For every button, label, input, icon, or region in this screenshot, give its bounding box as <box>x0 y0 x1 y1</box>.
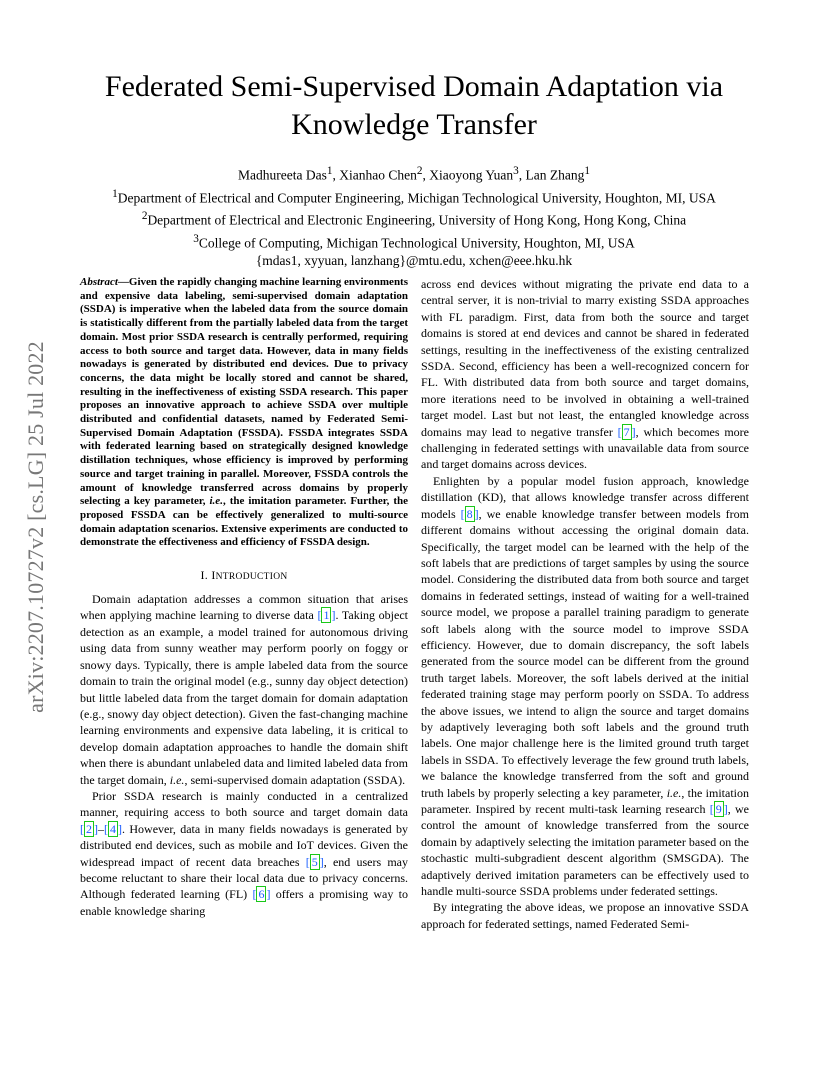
italic-text: i.e. <box>169 772 185 787</box>
affiliation-text: Department of Electrical and Computer Engineering, Michigan Technological University, Houghton, MI, USA <box>117 190 716 205</box>
citation-link[interactable]: [ 7 ] <box>617 424 636 439</box>
affiliation <box>60 230 768 253</box>
affiliation-sup: 3 <box>193 232 199 245</box>
body-paragraph: Domain adaptation addresses a common situation that arises when applying machine learning to diverse data [ 1 ]. Taking object detection as an example, a model trained for autonomous driving using data from sunny weather may perform poorly on foggy or snowy days. Typically, there is ample labeled data from the source domain to train the original model (e.g., sunny day object detection) but little labeled data from the target domain for domain adaptation (e.g., snowy day object detection). Given the fast-changing machine learning environments and expensive data labeling, it is critical to develop domain adaptation approaches to handle the domain shift when there is abundant unlabeled data and limited labeled data from the target domain, i.e., semi-supervised domain adaptation (SSDA). <box>80 592 409 787</box>
author-sup: 1 <box>326 165 333 177</box>
affiliation-sup: 2 <box>141 210 148 222</box>
left-column <box>80 276 408 919</box>
section-number: I. <box>200 568 212 583</box>
section-title: NTRODUCTION <box>215 572 288 583</box>
left-body <box>80 591 408 919</box>
affiliation <box>60 185 768 208</box>
citation-link[interactable]: [ 5 ] <box>305 854 324 869</box>
citation-link[interactable]: [ 2 ] <box>80 821 98 836</box>
paper-title <box>60 68 768 144</box>
author-names: Madhureeta Das$^1$, Xianhao Chen$^2$, Xiaoyong Yuan$^3$, Lan Zhang$^1$ <box>238 165 590 183</box>
author-name: Xiaoyong Yuan <box>429 167 514 183</box>
author-sup: 3 <box>513 165 519 177</box>
author-emails: {mdas1, xyyuan, lanzhang}@mtu.edu, xchen@eee.hku.hk <box>255 253 573 268</box>
body-paragraph: Enlighten by a popular model fusion approach, knowledge distillation (KD), that allows knowledge transfer across different models [ 8 ], we enable knowledge transfer between models from different domains without accessing the original domain data. Specifically, the target model can be learned with the help of the soft labels that are predictions of target samples by using the source model. Considering the distributed data from both source and target domains in federated settings, instead of waiting for a well-trained source model, we propose a parallel training paradigm to generate soft labels along with the source model to improve SSDA efficiency. However, due to domain discrepancy, the soft labels generated from the source model can be different from the ground truth target labels. Moreover, the soft labels derived at the initial federated training stage may perform poorly on SSDA. To address the above issues, we intend to align the source and target domains by adaptively leveraging both soft labels and the ground truth labels. One major challenge here is the limited ground truth target labels in SSDA. To effectively leverage the few ground truth labels, we balance the knowledge transferred from the soft and ground truth labels by properly selecting a key parameter, i.e., the imitation parameter. Inspired by recent multi-task learning research [ 9 ], we control the amount of knowledge transferred from the source domain by adaptively selecting the imitation parameter based on the stochastic multi-subgradient descent algorithm (SMSGDA). The adaptively derived imitation parameters can be effectively used to handle multi-source SSDA problems under federated settings. <box>421 473 749 899</box>
citation-link[interactable]: [ 1 ] <box>317 608 336 623</box>
section-title: I <box>211 568 216 583</box>
abstract-text: i.e. <box>209 495 223 508</box>
citation-link[interactable]: [ 4 ] <box>104 821 122 836</box>
author-block <box>60 162 768 270</box>
citation-link[interactable]: [ 9 ] <box>709 802 728 816</box>
abstract-text: Given the rapidly changing machine learning environments and expensive data labeling, semi-supervised domain adaptation (SSDA) is imperative when the labeled data from the source domain is statistically different from the partially labeled data from the target domain. Most prior SSDA research is centrally performed, requiring access to both source and target data. However, data in many fields nowadays is generated by distributed end devices. Due to privacy concerns, the data might be locally stored and cannot be shared, resulting in the ineffectiveness of existing SSDA research. This paper proposes an innovative approach to achieve SSDA over multiple distributed and confidential datasets, named by Federated Semi-Supervised Domain Adaptation (FSSDA). FSSDA integrates SSDA with federated learning based on strategically designed knowledge distillation techniques, whose efficiency is improved by performing source and target training in parallel. Moreover, FSSDA controls the amount of knowledge transferred across domains by properly selecting a key parameter, <box>80 276 408 508</box>
affiliation-text: College of Computing, Michigan Technological University, Houghton, MI, USA <box>198 235 635 250</box>
author-name: Xianhao Chen <box>339 167 417 183</box>
title-line: Federated Semi-Supervised Domain Adaptation via <box>104 70 724 103</box>
author-name: Madhureeta Das <box>238 167 327 183</box>
title-line: Knowledge Transfer <box>291 108 537 141</box>
body-paragraph: By integrating the above ideas, we propose an innovative SSDA approach for federated settings, named Federated Semi- <box>421 900 749 931</box>
citation-link[interactable]: [ 8 ] <box>460 506 479 521</box>
author-sup: 2 <box>416 165 423 177</box>
affiliation-text: Department of Electrical and Electronic Engineering, University of Hong Kong, Hong Kong, China <box>147 212 687 228</box>
abstract <box>80 276 408 550</box>
right-column <box>421 276 749 932</box>
abstract-label: Abstract <box>80 276 118 288</box>
abstract-dash: — <box>117 276 129 288</box>
abstract-text: , the imitation parameter. Further, the proposed FSSDA can be effectively generalized to multi-source domain adaptation scenarios. Extensive experiments are conducted to demonstrate the effectiveness and efficiency of FSSDA design. <box>80 495 408 549</box>
affiliation <box>60 207 768 230</box>
citation-link[interactable]: [ 6 ] <box>252 887 271 902</box>
right-body <box>421 276 749 932</box>
section-heading <box>80 568 408 583</box>
author-name: Lan Zhang <box>525 167 585 183</box>
italic-text: i.e. <box>666 785 682 800</box>
affiliation-sup: 1 <box>112 187 118 200</box>
author-sup: 1 <box>584 165 590 177</box>
arxiv-identifier: arXiv:2207.10727v2 [cs.LG] 25 Jul 2022 <box>23 341 48 713</box>
body-paragraph: Prior SSDA research is mainly conducted in a centralized manner, requiring access to both source and target domain data [ 2 ]–[ 4 ]. However, data in many fields nowadays is generated by distributed end devices, such as mobile and IoT devices. Given the widespread impact of recent data breaches [ 5 ], end users may become reluctant to share their local data due to privacy concerns. Although federated learning (FL) [ 6 ] offers a promising way to enable knowledge sharing <box>80 788 408 918</box>
body-paragraph: across end devices without migrating the private end data to a central server, it is non-trivial to marry existing SSDA approaches with FL paradigm. First, data from both the source and target domains is stored at end devices and cannot be shared in federated settings, resulting in the ineffectiveness of the existing centralized SSDA. Second, efficiency has been a well-recognized concern for FL. With distributed data from both source and target domains, more iterations need to be involved in obtaining a well-trained target model. Last but not least, the entangled knowledge across domains may lead to negative transfer [ 7 ], which becomes more challenging in federated settings with unavailable data from source and target domains across devices. <box>421 277 750 472</box>
